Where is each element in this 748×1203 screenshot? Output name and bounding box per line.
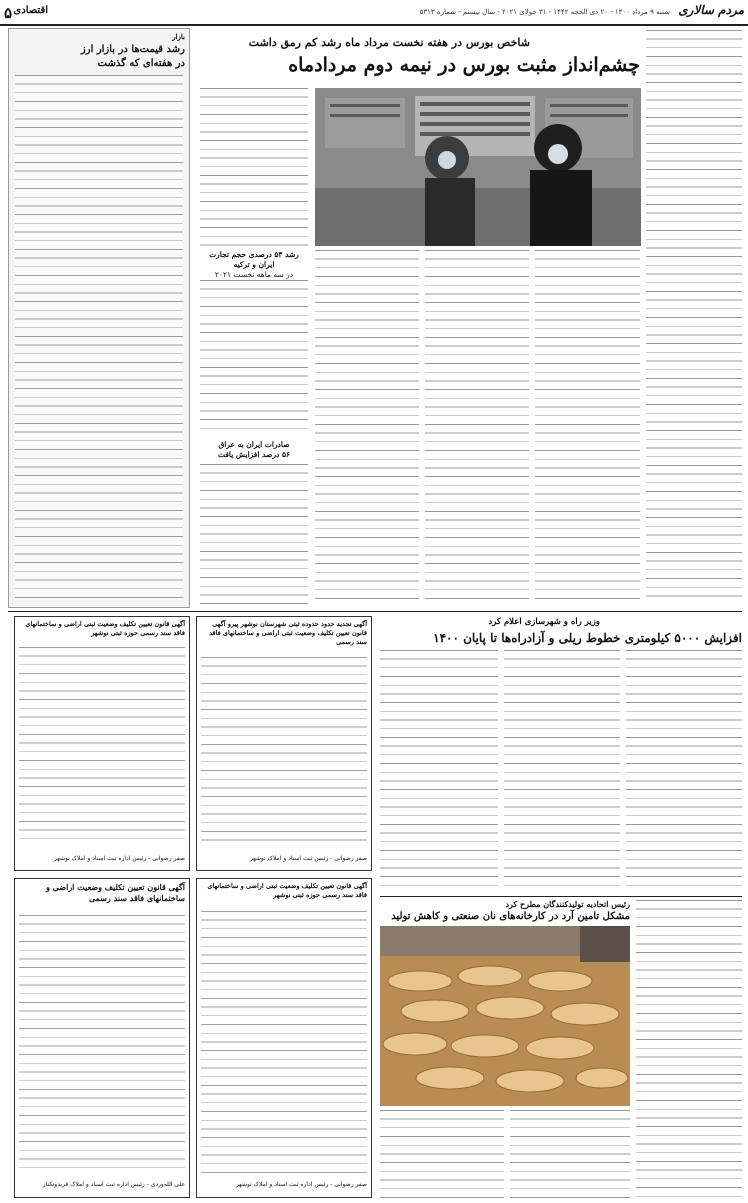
lead-headline: چشم‌انداز مثبت بورس در نیمه دوم مردادماه [288,54,640,76]
sidebar-headline-line-1: رشد قیمت‌ها در بازار ارز [80,44,185,55]
masthead-rule [0,24,748,26]
trade-subtitle2: رشد ۵۳ درصدی حجم تجارت ایران و ترکیه [209,250,299,269]
lead-text-column-3 [425,250,529,604]
stock-exchange-photo-image [315,88,641,246]
trade-title2: در سه ماهه نخست ۲۰۲۱ [214,270,294,279]
flour-text-column-3 [380,1110,504,1198]
ad-2-footer: صفر رضوانی - رئیس اداره ثبت اسناد و املاک نوشهر [53,855,185,862]
sidebar-headline [35,43,185,71]
roads-text-column-3 [380,650,498,892]
page-number: ۵ [4,4,13,22]
ad-3-body [201,911,367,1173]
ad-1-body [201,657,367,847]
trade-title: صادرات ایران به عراق [218,440,290,449]
flour-text-column-1 [636,900,742,1198]
lead-text-column-1 [646,30,742,604]
dateline: شنبه ۹ مرداد ۱۴۰۰ - ۲۰ ذی الحجه ۱۴۴۲ - ۳۱ جولای ۲۰۲۱ - سال بیستم - شماره ۵۳۱۳ [419,8,670,16]
bread-photo-image [380,926,630,1106]
roads-text-column-1 [626,650,742,892]
ad-3-title: آگهی قانون تعیین تکلیف وضعیت ثبتی اراضی و ساختمانهای فاقد سند رسمی حوزه ثبتی نوشهر [207,882,367,899]
ad-4-footer: علی الله‌وردی - رئیس اداره ثبت اسناد و املاک فریدونکنار [42,1181,185,1188]
section-divider [8,611,742,612]
ad-box-4 [14,878,190,1198]
roads-text-column-2 [504,650,620,892]
trade-subtitle: ۵۶ درصد افزایش یافت [217,450,291,459]
sidebar-headline-line-2: در هفته‌ای که گذشت [97,58,185,69]
sidebar-tag: بازار [172,32,185,41]
lead-kicker: شاخص بورس در هفته نخست مرداد ماه رشد کم رمق داشت [248,36,530,49]
trade-text-bottom [200,464,308,604]
lead-text-column-2 [535,250,640,604]
flour-headline: مشکل تامین آرد در کارخانه‌های نان صنعتی و کاهش تولید [391,911,630,922]
ad-3-footer: صفر رضوانی - رئیس اداره ثبت اسناد و املاک نوشهر [235,1181,367,1188]
trade-text-middle [200,280,308,435]
ad-box-2 [14,616,190,871]
ad-4-title: آگهی قانون تعیین تکلیف وضعیت اراضی و ساختمانهای فاقد سند رسمی [45,882,185,903]
ad-box-1 [196,616,372,871]
bread-photo [380,926,630,1106]
ad-box-3 [196,878,372,1198]
ad-2-body [19,647,185,847]
masthead [0,0,748,24]
flour-kicker: رئیس اتحادیه تولیدکنندگان مطرح کرد [505,899,630,909]
sidebar-body-text [15,75,183,600]
trade-text-top [200,88,308,246]
stock-exchange-photo [315,88,641,246]
section-title: اقتصادی [13,5,48,16]
ad-1-title: آگهی تجدید حدود حدوده ثبتی شهرستان نوشهر پیرو آگهی قانون تعیین تکلیف وضعیت ثبتی اراضی و ساختمانهای فاقد سند رسمی [209,620,367,646]
trade-subheadline [200,250,308,280]
ad-2-title: آگهی قانون تعیین تکلیف وضعیت ثبتی اراضی و ساختمانهای فاقد سند رسمی حوزه ثبتی نوشهر [25,620,185,637]
ad-1-footer: صفر رضوانی - رئیس ثبت اسناد و املاک نوشهر [249,855,367,862]
ad-4-body [19,915,185,1173]
trade-iraq-headline [200,440,308,460]
lead-text-column-4 [315,250,419,604]
roads-divider [380,896,742,897]
roads-kicker: وزیر راه و شهرسازی اعلام کرد [488,617,600,627]
newspaper-logo: مردم سالاری [678,3,744,17]
sidebar-currency [8,28,190,608]
roads-headline: افزایش ۵۰۰۰ کیلومتری خطوط ریلی و آزادراه‌ها تا پایان ۱۴۰۰ [433,631,742,645]
flour-text-column-2 [510,1110,630,1198]
